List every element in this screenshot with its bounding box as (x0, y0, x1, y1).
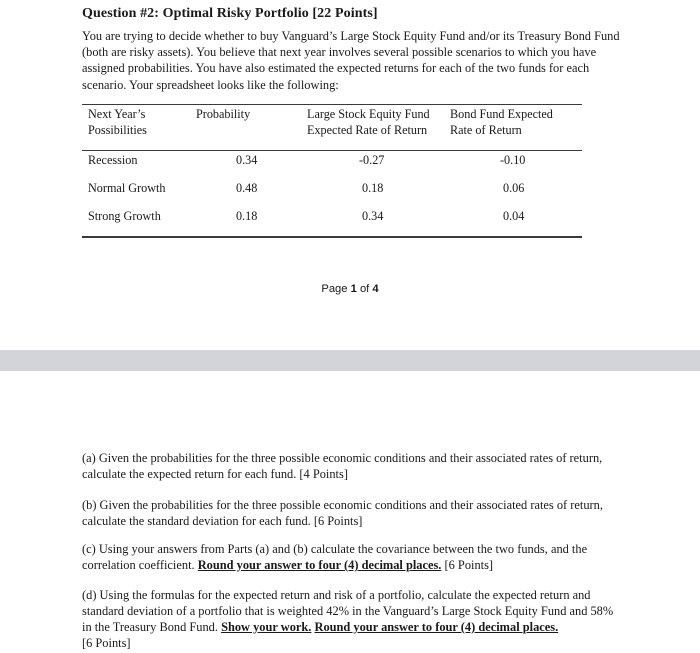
page-number (0, 283, 700, 295)
question-d-points: [6 Points] (82, 636, 131, 650)
question-a: (a) Given the probabilities for the three possible economic conditions and their associated rates of return, calculate the expected return for each fund. [4 Points] (82, 451, 603, 481)
question-title: Question #2: Optimal Risky Portfolio [22 Points] (82, 6, 378, 21)
cell-bond-return: 0.04 (503, 209, 525, 223)
table-bottom-rule (82, 236, 582, 238)
question-c-points: [6 Points] (444, 558, 494, 572)
question-d (82, 587, 622, 651)
cell-probability: 0.18 (236, 209, 258, 223)
page-of: of (359, 283, 370, 295)
cell-scenario: Strong Growth (88, 209, 161, 223)
header-line: Probability (196, 107, 251, 121)
cell-bond-return: 0.06 (503, 181, 525, 195)
header-line: Large Stock Equity Fund (307, 107, 430, 121)
cell-stock-return: 0.34 (362, 209, 384, 223)
question-b: (b) Given the probabilities for the three possible economic conditions and their associated rates of return, calculate the standard deviation for each fund. [6 Points] (82, 498, 603, 528)
page-separator (0, 350, 700, 371)
page-total: 4 (372, 283, 379, 295)
cell-bond-return: -0.10 (500, 153, 526, 167)
page-label: Page (321, 283, 348, 295)
header-possibilities (88, 107, 147, 138)
cell-probability: 0.34 (236, 153, 258, 167)
header-stock-return (307, 107, 430, 138)
header-probability (196, 107, 250, 123)
header-line: Next Year’s (88, 107, 146, 121)
header-line: Rate of Return (450, 122, 522, 137)
scenario-table (82, 104, 582, 238)
question-d-instruction-work: Show your work. (221, 620, 312, 634)
cell-stock-return: 0.18 (362, 181, 384, 195)
cell-scenario: Normal Growth (88, 181, 166, 195)
header-line: Bond Fund Expected (450, 107, 553, 121)
page-current: 1 (350, 283, 357, 295)
table-top-rule (82, 104, 582, 105)
header-bond-return (450, 107, 553, 138)
header-line: Possibilities (88, 122, 147, 137)
question-d-instruction-round: Round your answer to four (4) decimal places. (314, 620, 559, 634)
header-line: Expected Rate of Return (307, 122, 428, 137)
question-d-text: (d) Using the formulas for the expected return and risk of a portfolio, calculate the expected return and standard deviation of a portfolio that is weighted 42% in the Vanguard’s Large Stock Equity Fund and 58% in the Treasury Bond Fund. (82, 588, 614, 634)
question-c-text: (c) Using your answers from Parts (a) and (b) calculate the covariance between the two funds, and the correlation coefficient. (82, 542, 588, 572)
question-c (82, 541, 622, 573)
cell-probability: 0.48 (236, 181, 258, 195)
cell-scenario: Recession (88, 153, 138, 167)
page-2 (0, 371, 700, 653)
cell-stock-return: -0.27 (359, 153, 385, 167)
intro-paragraph: You are trying to decide whether to buy Vanguard’s Large Stock Equity Fund and/or its Treasury Bond Fund (both are risky assets). You believe that next year involves several possible scenarios to which you have assigned probabilities. You have also estimated the expected returns for each of the two funds for each scenario. Your spreadsheet looks like the following: (82, 29, 620, 92)
table-header-rule (82, 150, 582, 151)
question-c-instruction: Round your answer to four (4) decimal places. (197, 558, 442, 572)
